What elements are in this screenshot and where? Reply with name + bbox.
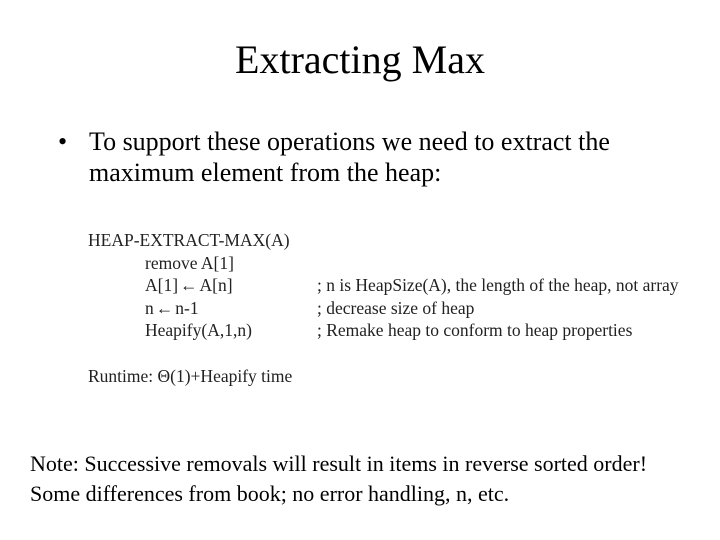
statement-lhs: n: [145, 297, 154, 318]
left-arrow-icon: ←: [180, 275, 198, 295]
note-line: Some differences from book; no error handling, n, etc.: [30, 481, 510, 506]
pseudocode-comment: ; Remake heap to conform to heap properties: [317, 320, 633, 340]
note-block: [30, 449, 710, 509]
statement-rhs: n-1: [175, 297, 199, 318]
note-line: Note: Successive removals will result in items in reverse sorted order!: [30, 451, 648, 476]
pseudocode-block: [88, 229, 718, 342]
pseudocode-line: [88, 274, 718, 297]
pseudocode-statement: remove A[1]: [145, 252, 234, 273]
pseudocode-comment: ; decrease size of heap: [317, 297, 475, 318]
pseudocode-header-line: [88, 229, 718, 252]
pseudocode-line: [88, 297, 718, 320]
pseudocode-header: HEAP-EXTRACT-MAX(A): [88, 230, 290, 250]
pseudocode-line: [88, 252, 718, 275]
runtime-line: Runtime: Θ(1)+Heapify time: [88, 366, 293, 386]
pseudocode-statement: Heapify(A,1,n): [145, 320, 252, 340]
pseudocode-comment: ; n is HeapSize(A), the length of the heap, not array: [317, 275, 679, 295]
bullet-icon: •: [58, 127, 68, 156]
pseudocode-statement: [145, 274, 233, 297]
statement-rhs: A[n]: [199, 275, 233, 295]
statement-lhs: A[1]: [145, 275, 179, 295]
bullet-text: To support these operations we need to extract the maximum element from the heap:: [89, 127, 610, 187]
slide-title: Extracting Max: [235, 37, 485, 82]
pseudocode-statement: [145, 297, 199, 320]
pseudocode-line: [88, 319, 718, 342]
left-arrow-icon: ←: [155, 297, 174, 318]
